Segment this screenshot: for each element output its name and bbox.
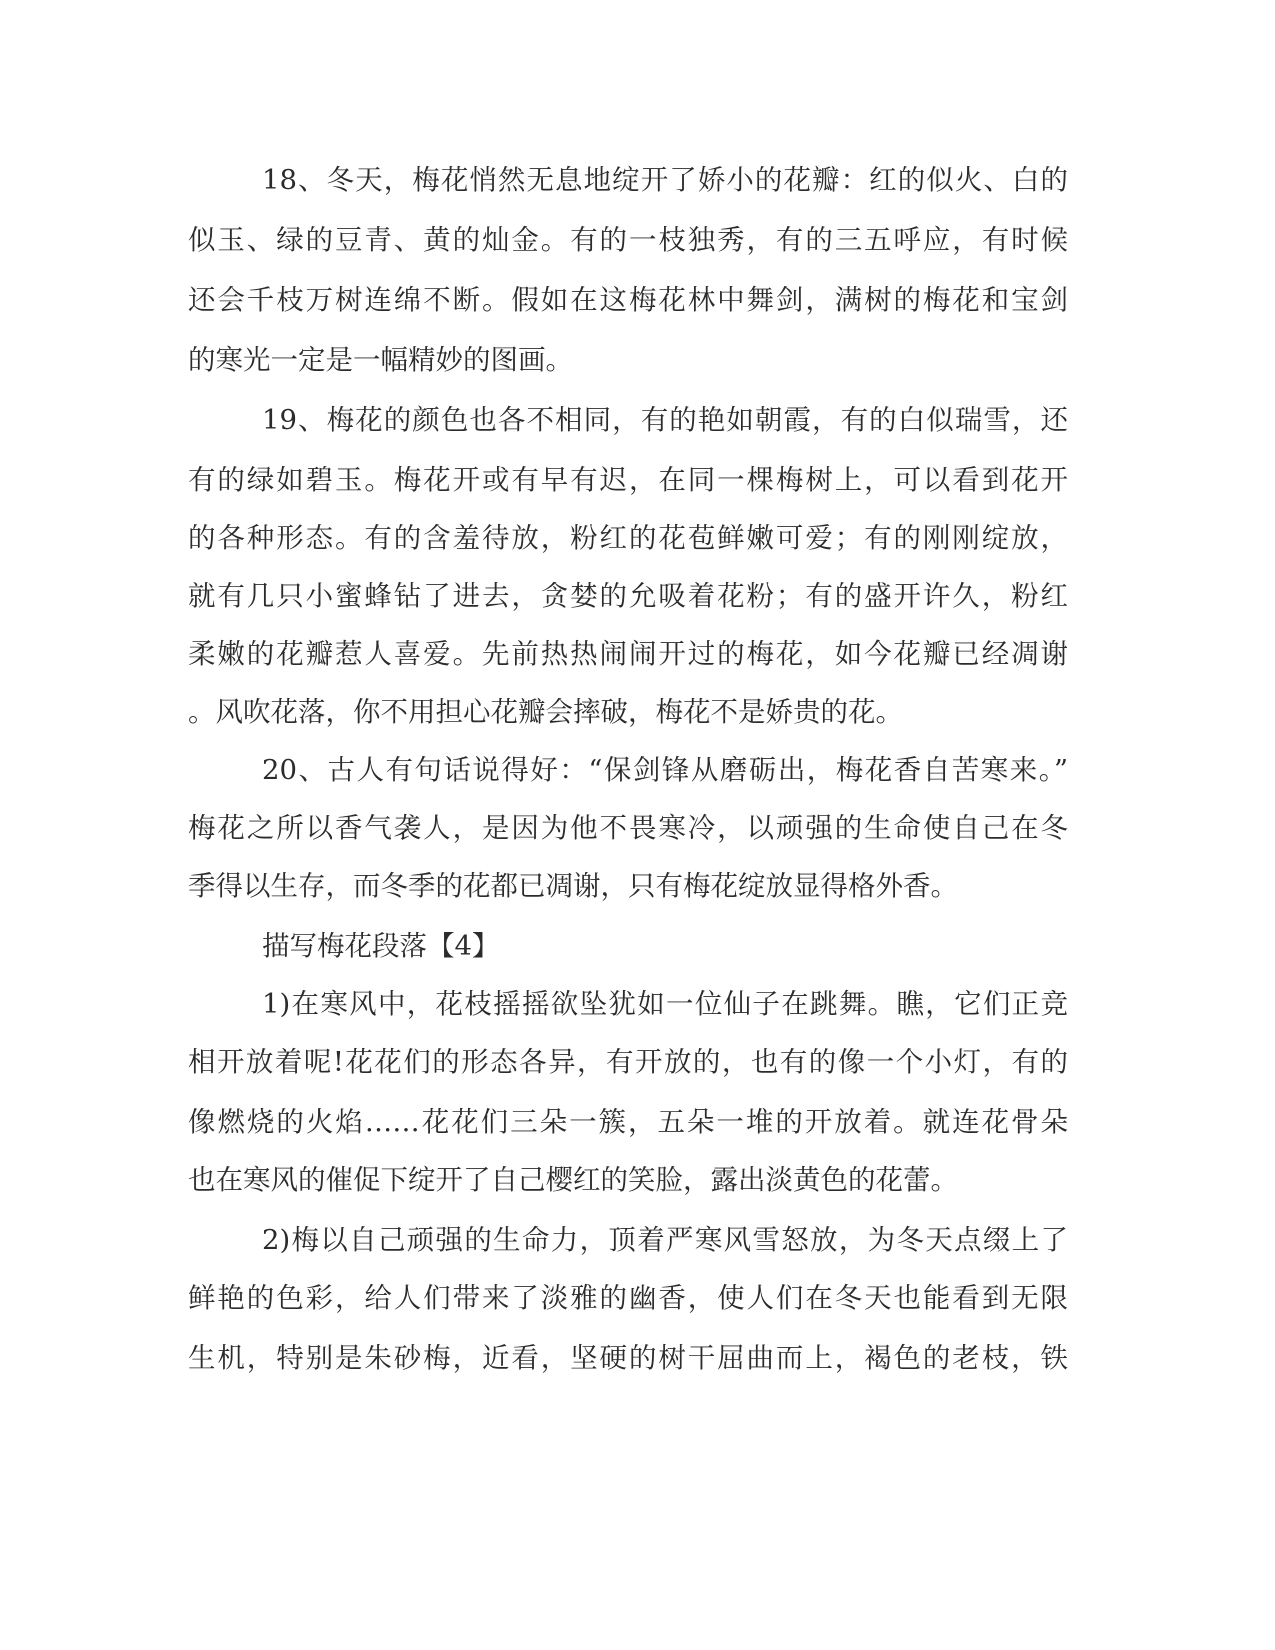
text-line: 季得以生存，而冬季的花都已凋谢，只有梅花绽放显得格外香。	[188, 870, 958, 902]
text-line: 似玉、绿的豆青、黄的灿金。有的一枝独秀，有的三五呼应，有时候	[188, 224, 1068, 256]
text-line: 18、冬天，梅花悄然无息地绽开了娇小的花瓣：红的似火、白的	[262, 164, 1068, 196]
text-line: 1)在寒风中，花枝摇摇欲坠犹如一位仙子在跳舞。瞧，它们正竞	[262, 988, 1068, 1020]
text-line: 鲜艳的色彩，给人们带来了淡雅的幽香，使人们在冬天也能看到无限	[188, 1282, 1068, 1314]
text-line: 。风吹花落，你不用担心花瓣会摔破，梅花不是娇贵的花。	[188, 696, 903, 728]
text-line: 2)梅以自己顽强的生命力，顶着严寒风雪怒放，为冬天点缀上了	[262, 1224, 1068, 1256]
text-line: 20、古人有句话说得好：“保剑锋从磨砺出，梅花香自苦寒来。”	[262, 754, 1068, 786]
text-line: 相开放着呢!花花们的形态各异，有开放的，也有的像一个小灯，有的	[188, 1046, 1068, 1078]
text-line: 也在寒风的催促下绽开了自己樱红的笑脸，露出淡黄色的花蕾。	[188, 1164, 958, 1196]
text-line: 的各种形态。有的含羞待放，粉红的花苞鲜嫩可爱；有的刚刚绽放，	[188, 522, 1068, 554]
text-line: 柔嫩的花瓣惹人喜爱。先前热热闹闹开过的梅花，如今花瓣已经凋谢	[188, 638, 1068, 670]
text-line: 像燃烧的火焰……花花们三朵一簇，五朵一堆的开放着。就连花骨朵	[188, 1106, 1068, 1138]
text-line: 梅花之所以香气袭人，是因为他不畏寒冷，以顽强的生命使自己在冬	[188, 812, 1068, 844]
section-heading: 描写梅花段落【4】	[262, 930, 500, 962]
text-line: 生机，特别是朱砂梅，近看，坚硬的树干屈曲而上，褐色的老枝，铁	[188, 1342, 1068, 1374]
text-line: 有的绿如碧玉。梅花开或有早有迟，在同一棵梅树上，可以看到花开	[188, 464, 1068, 496]
text-line: 的寒光一定是一幅精妙的图画。	[188, 344, 573, 376]
text-line: 19、梅花的颜色也各不相同，有的艳如朝霞，有的白似瑞雪，还	[262, 404, 1068, 436]
text-line: 就有几只小蜜蜂钻了进去，贪婪的允吸着花粉；有的盛开许久，粉红	[188, 580, 1068, 612]
text-line: 还会千枝万树连绵不断。假如在这梅花林中舞剑，满树的梅花和宝剑	[188, 284, 1068, 316]
